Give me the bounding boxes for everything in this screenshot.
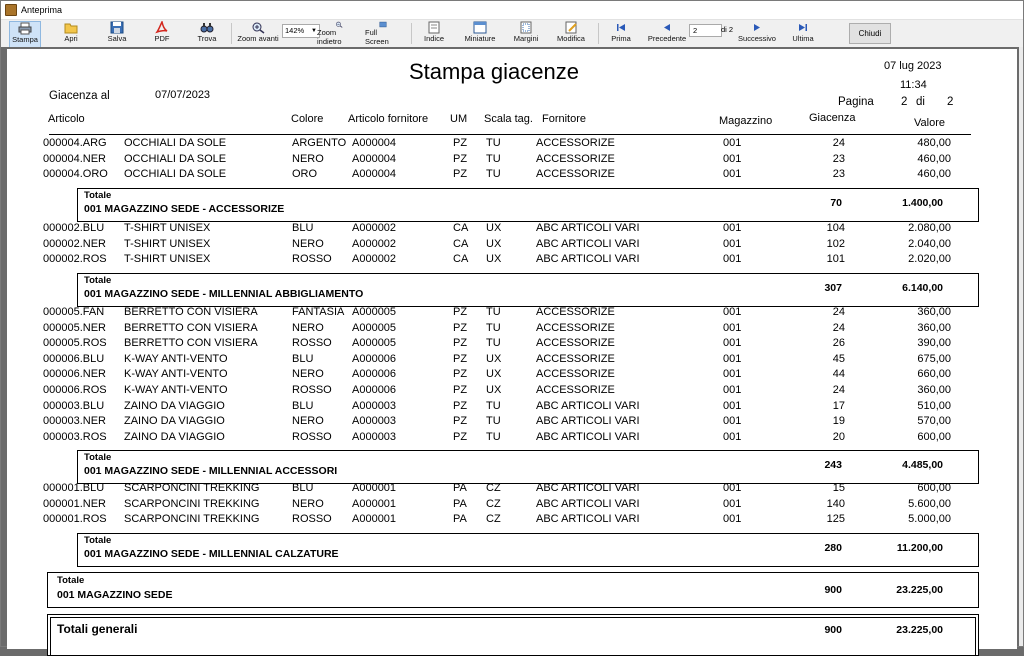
cell-descrizione: SCARPONCINI TREKKING — [124, 482, 260, 494]
cell-descrizione: ZAINO DA VIAGGIO — [124, 415, 225, 428]
cell-descrizione: K-WAY ANTI-VENTO — [124, 384, 228, 396]
cell-scala: UX — [486, 253, 502, 266]
full-screen-button[interactable] — [365, 21, 401, 46]
open-button[interactable] — [59, 21, 83, 46]
cell-descrizione: OCCHIALI DA SOLE — [124, 137, 227, 149]
cell-fornitore: ACCESSORIZE — [536, 384, 615, 396]
cell-um: PZ — [453, 384, 468, 396]
cell-articolo-fornitore: A000001 — [352, 497, 397, 510]
cell-colore: BLU — [292, 399, 314, 412]
cell-articolo-fornitore: A000001 — [352, 513, 397, 526]
zoom-in-label: Zoom avanti — [237, 34, 279, 43]
cell-articolo-fornitore: A000003 — [352, 399, 397, 412]
cell-valore: 5.600,00 — [908, 497, 951, 510]
cell-giacenza: 24 — [832, 137, 845, 149]
last-page-label: Ultima — [792, 34, 814, 43]
margins-label: Margini — [513, 34, 539, 43]
next-page-label: Successivo — [738, 34, 776, 43]
index-icon — [427, 21, 441, 34]
cell-giacenza: 17 — [832, 399, 845, 412]
grand-total-label: Totali generali — [57, 622, 138, 636]
cell-articolo-fornitore: A000002 — [352, 253, 397, 266]
cell-fornitore: ACCESSORIZE — [536, 168, 615, 181]
cell-valore: 5.000,00 — [908, 513, 951, 526]
edit-label: Modifica — [557, 34, 585, 43]
zoom-in-button[interactable] — [237, 21, 279, 46]
cell-scala: TU — [486, 399, 501, 412]
zoom-out-icon — [332, 21, 346, 28]
cell-descrizione: T-SHIRT UNISEX — [124, 237, 211, 250]
cell-articolo-fornitore: A000004 — [352, 168, 397, 181]
report-page — [7, 49, 1017, 649]
cell-magazzino: 001 — [723, 321, 742, 334]
cell-um: PZ — [453, 352, 468, 365]
cell-valore: 460,00 — [917, 152, 951, 165]
cell-fornitore: ACCESSORIZE — [536, 152, 615, 165]
cell-valore: 2.080,00 — [908, 222, 951, 234]
group-total-qty: 243 — [824, 459, 842, 472]
header-magazzino: Magazzino — [719, 115, 773, 127]
edit-icon — [564, 21, 578, 34]
cell-codice: 000001.ROS — [43, 513, 107, 526]
previous-page-button[interactable] — [647, 21, 687, 46]
cell-magazzino: 001 — [723, 513, 742, 526]
find-button[interactable] — [195, 21, 219, 46]
group-total-label: Totale — [84, 534, 112, 546]
cell-um: PZ — [453, 168, 468, 181]
app-icon — [5, 4, 17, 16]
cell-scala: CZ — [486, 513, 501, 526]
group-total-qty: 280 — [824, 541, 842, 554]
cell-magazzino: 001 — [723, 430, 742, 443]
warehouse-total-name: 001 MAGAZZINO SEDE — [57, 589, 173, 601]
page-of-label: di — [916, 96, 925, 108]
cell-um: PZ — [453, 399, 468, 412]
zoom-select[interactable] — [282, 24, 320, 38]
find-label: Trova — [197, 34, 217, 43]
cell-articolo-fornitore: A000001 — [352, 482, 397, 494]
cell-scala: TU — [486, 321, 501, 334]
cell-articolo-fornitore: A000002 — [352, 237, 397, 250]
cell-fornitore: ABC ARTICOLI VARI — [536, 430, 640, 443]
printer-icon — [18, 22, 32, 35]
cell-colore: ROSSO — [292, 337, 332, 350]
cell-magazzino: 001 — [723, 237, 742, 250]
cell-fornitore: ABC ARTICOLI VARI — [536, 482, 640, 494]
cell-articolo-fornitore: A000004 — [352, 152, 397, 165]
cell-giacenza: 104 — [826, 222, 845, 234]
page-number: 2 — [901, 96, 908, 108]
group-total-name: 001 MAGAZZINO SEDE - MILLENNIAL CALZATURE — [84, 547, 339, 560]
first-page-label: Prima — [611, 34, 631, 43]
cell-articolo-fornitore: A000006 — [352, 384, 397, 396]
cell-codice: 000005.NER — [43, 321, 106, 334]
cell-descrizione: BERRETTO CON VISIERA — [124, 306, 258, 318]
zoom-in-icon — [251, 21, 265, 34]
cell-magazzino: 001 — [723, 152, 742, 165]
cell-codice: 000004.ORO — [43, 168, 108, 181]
cell-scala: CZ — [486, 497, 501, 510]
group-total-value: 6.140,00 — [902, 281, 943, 294]
group-total-value: 11.200,00 — [896, 541, 943, 554]
zoom-out-button[interactable] — [317, 21, 361, 46]
cell-scala: CZ — [486, 482, 501, 494]
cell-fornitore: ACCESSORIZE — [536, 306, 615, 318]
cell-um: PZ — [453, 306, 468, 318]
cell-scala: UX — [486, 368, 502, 381]
close-label: Chiudi — [858, 29, 882, 38]
cell-um: PA — [453, 482, 467, 494]
save-button[interactable] — [104, 21, 130, 46]
cell-codice: 000005.ROS — [43, 337, 107, 350]
cell-descrizione: ZAINO DA VIAGGIO — [124, 399, 225, 412]
header-valore: Valore — [914, 117, 945, 129]
folder-icon — [64, 21, 78, 34]
cell-um: PZ — [453, 337, 468, 350]
header-articolo-fornitore: Articolo fornitore — [348, 113, 429, 125]
cell-valore: 570,00 — [917, 415, 951, 428]
cell-articolo-fornitore: A000005 — [352, 337, 397, 350]
cell-descrizione: K-WAY ANTI-VENTO — [124, 368, 228, 381]
group-total-label: Totale — [84, 189, 112, 201]
window-title: Anteprima — [21, 5, 63, 15]
cell-valore: 2.020,00 — [908, 253, 951, 266]
grand-total-box — [47, 614, 979, 656]
cell-fornitore: ABC ARTICOLI VARI — [536, 415, 640, 428]
cell-descrizione: SCARPONCINI TREKKING — [124, 497, 260, 510]
previous-page-icon — [660, 21, 674, 34]
cell-descrizione: OCCHIALI DA SOLE — [124, 168, 227, 181]
zoom-out-label: Zoom indietro — [317, 28, 342, 46]
first-page-button[interactable] — [609, 21, 633, 46]
page-count: di 2 — [721, 25, 734, 34]
thumbnails-icon — [473, 21, 487, 34]
cell-codice: 000004.NER — [43, 152, 106, 165]
cell-scala: TU — [486, 306, 501, 318]
vertical-scrollbar[interactable] — [1019, 47, 1023, 646]
cell-valore: 360,00 — [917, 321, 951, 334]
cell-articolo-fornitore: A000006 — [352, 368, 397, 381]
close-button[interactable] — [849, 23, 891, 44]
giacenza-date: 07/07/2023 — [155, 89, 211, 101]
previous-page-label: Precedente — [647, 34, 687, 43]
cell-magazzino: 001 — [723, 337, 742, 350]
toolbar-separator — [231, 23, 232, 44]
cell-scala: UX — [486, 222, 502, 234]
print-button[interactable] — [9, 21, 41, 48]
page-number-value: 2 — [693, 26, 698, 35]
header-divider — [49, 134, 971, 135]
toolbar-separator — [411, 23, 412, 44]
cell-magazzino: 001 — [723, 415, 742, 428]
cell-codice: 000006.BLU — [43, 352, 105, 365]
margins-button[interactable] — [512, 21, 540, 46]
cell-colore: ROSSO — [292, 384, 332, 396]
cell-valore: 510,00 — [917, 399, 951, 412]
cell-codice: 000003.NER — [43, 415, 106, 428]
cell-valore: 480,00 — [917, 137, 951, 149]
chevron-down-icon: ▼ — [311, 28, 317, 34]
cell-descrizione: ZAINO DA VIAGGIO — [124, 430, 225, 443]
cell-magazzino: 001 — [723, 352, 742, 365]
group-total-name: 001 MAGAZZINO SEDE - MILLENNIAL ACCESSORI — [84, 465, 338, 478]
index-button[interactable] — [421, 21, 447, 46]
cell-colore: ROSSO — [292, 513, 332, 526]
group-total-name: 001 MAGAZZINO SEDE - MILLENNIAL ABBIGLIAMENTO — [84, 287, 364, 300]
cell-giacenza: 24 — [832, 384, 845, 396]
toolbar — [1, 20, 1023, 48]
cell-giacenza: 101 — [826, 253, 845, 266]
cell-colore: ROSSO — [292, 253, 332, 266]
next-page-button[interactable] — [738, 21, 776, 46]
cell-giacenza: 19 — [832, 415, 845, 428]
group-total-value: 4.485,00 — [902, 459, 943, 472]
cell-colore: NERO — [292, 368, 324, 381]
cell-um: CA — [453, 253, 469, 266]
cell-giacenza: 24 — [832, 321, 845, 334]
edit-button[interactable] — [556, 21, 586, 46]
cell-descrizione: T-SHIRT UNISEX — [124, 253, 211, 266]
index-label: Indice — [423, 34, 444, 43]
print-time: 11:34 — [900, 79, 927, 91]
cell-fornitore: ABC ARTICOLI VARI — [536, 513, 640, 526]
cell-fornitore: ABC ARTICOLI VARI — [536, 399, 640, 412]
cell-scala: TU — [486, 137, 501, 149]
open-label: Apri — [64, 34, 78, 43]
header-giacenza: Giacenza — [809, 112, 856, 124]
cell-articolo-fornitore: A000004 — [352, 137, 397, 149]
cell-colore: BLU — [292, 352, 314, 365]
cell-articolo-fornitore: A000006 — [352, 352, 397, 365]
cell-scala: TU — [486, 168, 501, 181]
cell-fornitore: ACCESSORIZE — [536, 368, 615, 381]
header-fornitore: Fornitore — [542, 113, 587, 125]
cell-colore: NERO — [292, 497, 324, 510]
cell-magazzino: 001 — [723, 253, 742, 266]
page-total: 2 — [947, 96, 954, 108]
group-total-box — [77, 273, 979, 307]
cell-codice: 000006.ROS — [43, 384, 107, 396]
grand-total-inner-border — [50, 617, 976, 655]
cell-fornitore: ACCESSORIZE — [536, 137, 615, 149]
full-screen-icon — [376, 21, 390, 28]
cell-colore: ROSSO — [292, 430, 332, 443]
cell-colore: NERO — [292, 321, 324, 334]
cell-valore: 675,00 — [917, 352, 951, 365]
group-total-box — [77, 188, 979, 222]
print-date: 07 lug 2023 — [884, 60, 942, 72]
cell-articolo-fornitore: A000003 — [352, 430, 397, 443]
header-um: UM — [450, 113, 468, 125]
page-label: Pagina — [838, 96, 874, 108]
last-page-icon — [796, 21, 810, 34]
cell-um: PA — [453, 513, 467, 526]
cell-valore: 360,00 — [917, 384, 951, 396]
cell-um: PA — [453, 497, 467, 510]
cell-valore: 460,00 — [917, 168, 951, 181]
group-total-qty: 307 — [824, 281, 842, 294]
margins-icon — [519, 21, 533, 34]
cell-scala: TU — [486, 415, 501, 428]
cell-magazzino: 001 — [723, 306, 742, 318]
grand-total-value: 23.225,00 — [896, 624, 943, 636]
pdf-icon — [155, 21, 169, 34]
cell-scala: TU — [486, 337, 501, 350]
cell-valore: 600,00 — [917, 482, 951, 494]
cell-um: PZ — [453, 368, 468, 381]
cell-fornitore: ACCESSORIZE — [536, 337, 615, 350]
cell-um: PZ — [453, 321, 468, 334]
cell-descrizione: BERRETTO CON VISIERA — [124, 321, 258, 334]
cell-magazzino: 001 — [723, 384, 742, 396]
cell-valore: 360,00 — [917, 306, 951, 318]
page-number-input[interactable] — [689, 24, 722, 37]
group-total-label: Totale — [84, 452, 112, 464]
cell-scala: TU — [486, 152, 501, 165]
warehouse-total-label: Totale — [57, 575, 85, 586]
cell-giacenza: 140 — [826, 497, 845, 510]
warehouse-total-qty: 900 — [824, 584, 842, 596]
cell-valore: 660,00 — [917, 368, 951, 381]
group-total-box — [77, 450, 979, 484]
warehouse-total-box — [47, 572, 979, 608]
cell-giacenza: 15 — [832, 482, 845, 494]
cell-magazzino: 001 — [723, 399, 742, 412]
pdf-button[interactable] — [151, 21, 173, 46]
cell-giacenza: 45 — [832, 352, 845, 365]
cell-giacenza: 24 — [832, 306, 845, 318]
cell-descrizione: K-WAY ANTI-VENTO — [124, 352, 228, 365]
group-total-name: 001 MAGAZZINO SEDE - ACCESSORIZE — [84, 202, 285, 215]
giacenza-label: Giacenza al — [49, 90, 110, 102]
cell-articolo-fornitore: A000005 — [352, 321, 397, 334]
cell-fornitore: ABC ARTICOLI VARI — [536, 253, 640, 266]
thumbnails-button[interactable] — [463, 21, 497, 46]
cell-codice: 000001.BLU — [43, 482, 105, 494]
cell-colore: NERO — [292, 415, 324, 428]
binoculars-icon — [200, 21, 214, 34]
last-page-button[interactable] — [790, 21, 816, 46]
cell-um: PZ — [453, 152, 468, 165]
cell-valore: 390,00 — [917, 337, 951, 350]
cell-fornitore: ABC ARTICOLI VARI — [536, 237, 640, 250]
print-label: Stampa — [12, 35, 38, 44]
cell-giacenza: 23 — [832, 152, 845, 165]
cell-magazzino: 001 — [723, 222, 742, 234]
header-articolo: Articolo — [48, 113, 85, 125]
preview-area[interactable] — [1, 47, 1023, 646]
cell-codice: 000002.NER — [43, 237, 106, 250]
cell-articolo-fornitore: A000005 — [352, 306, 397, 318]
group-total-qty: 70 — [830, 196, 842, 209]
cell-descrizione: OCCHIALI DA SOLE — [124, 152, 227, 165]
cell-magazzino: 001 — [723, 482, 742, 494]
cell-descrizione: T-SHIRT UNISEX — [124, 222, 211, 234]
cell-codice: 000005.FAN — [43, 306, 105, 318]
next-page-icon — [750, 21, 764, 34]
zoom-value: 142% — [285, 26, 305, 35]
cell-scala: TU — [486, 430, 501, 443]
cell-fornitore: ACCESSORIZE — [536, 352, 615, 365]
pdf-label: PDF — [154, 34, 170, 43]
cell-giacenza: 102 — [826, 237, 845, 250]
cell-colore: NERO — [292, 237, 324, 250]
cell-codice: 000003.ROS — [43, 430, 107, 443]
cell-colore: BLU — [292, 482, 314, 494]
cell-um: CA — [453, 237, 469, 250]
cell-colore: ORO — [292, 168, 318, 181]
cell-codice: 000006.NER — [43, 368, 106, 381]
warehouse-total-value: 23.225,00 — [896, 584, 943, 596]
header-colore: Colore — [291, 113, 324, 125]
cell-codice: 000002.ROS — [43, 253, 107, 266]
header-scala: Scala tag. — [484, 113, 533, 125]
report-title: Stampa giacenze — [409, 59, 579, 84]
cell-magazzino: 001 — [723, 497, 742, 510]
toolbar-separator — [598, 23, 599, 44]
grand-total-qty: 900 — [824, 624, 842, 636]
cell-giacenza: 23 — [832, 168, 845, 181]
save-label: Salva — [107, 34, 127, 43]
floppy-disk-icon — [110, 21, 124, 34]
cell-codice: 000001.NER — [43, 497, 106, 510]
cell-codice: 000004.ARG — [43, 137, 107, 149]
cell-scala: UX — [486, 384, 502, 396]
title-bar — [1, 1, 1023, 20]
cell-descrizione: SCARPONCINI TREKKING — [124, 513, 260, 526]
cell-magazzino: 001 — [723, 137, 742, 149]
cell-magazzino: 001 — [723, 168, 742, 181]
cell-um: PZ — [453, 415, 468, 428]
cell-giacenza: 125 — [826, 513, 845, 526]
cell-scala: UX — [486, 237, 502, 250]
group-total-box — [77, 533, 979, 567]
cell-colore: ARGENTO — [292, 137, 347, 149]
cell-colore: NERO — [292, 152, 324, 165]
cell-giacenza: 26 — [832, 337, 845, 350]
cell-giacenza: 20 — [832, 430, 845, 443]
cell-um: PZ — [453, 137, 468, 149]
cell-fornitore: ACCESSORIZE — [536, 321, 615, 334]
cell-um: PZ — [453, 430, 468, 443]
cell-colore: FANTASIA — [292, 306, 345, 318]
cell-valore: 2.040,00 — [908, 237, 951, 250]
cell-valore: 600,00 — [917, 430, 951, 443]
cell-fornitore: ABC ARTICOLI VARI — [536, 497, 640, 510]
cell-descrizione: BERRETTO CON VISIERA — [124, 337, 258, 350]
cell-codice: 000002.BLU — [43, 222, 105, 234]
cell-articolo-fornitore: A000002 — [352, 222, 397, 234]
cell-um: CA — [453, 222, 469, 234]
group-total-label: Totale — [84, 274, 112, 286]
cell-magazzino: 001 — [723, 368, 742, 381]
cell-codice: 000003.BLU — [43, 399, 105, 412]
thumbnails-label: Miniature — [464, 34, 496, 43]
full-screen-label: Full Screen — [365, 28, 389, 46]
first-page-icon — [614, 21, 628, 34]
cell-fornitore: ABC ARTICOLI VARI — [536, 222, 640, 234]
cell-giacenza: 44 — [832, 368, 845, 381]
cell-scala: UX — [486, 352, 502, 365]
cell-articolo-fornitore: A000003 — [352, 415, 397, 428]
group-total-value: 1.400,00 — [902, 196, 943, 209]
cell-colore: BLU — [292, 222, 314, 234]
